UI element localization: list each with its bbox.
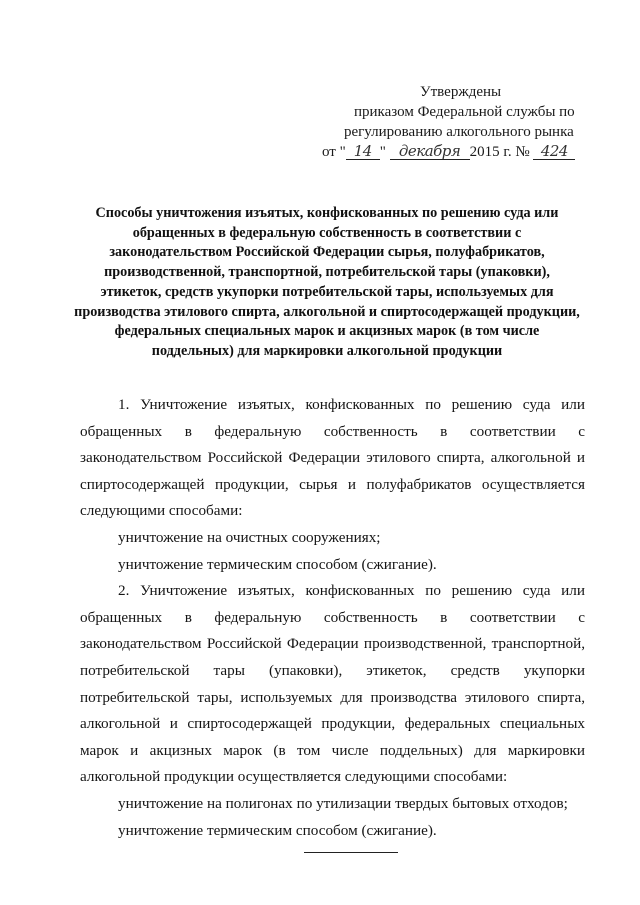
handwritten-day: 14: [346, 143, 380, 160]
date-quote-close: ": [379, 144, 386, 160]
approval-heading: Утверждены: [420, 84, 502, 100]
approval-order-line: приказом Федеральной службы по: [354, 104, 575, 120]
document-title: Способы уничтожения изъятых, конфискованных по решению суда или обращенных в федеральную собственность в соответствии с законодательством Российской Федерации сырья, полуфабрикатов, производственной, транспортной, потребительской тары (упаковки), этикеток, средств укупорки потребительской тары, используемых для производства этилового спирта, алкогольной и спиртосодержащей продукции, федеральных специальных марок и акцизных марок (в том числе поддельных) для маркировки алкогольной продукции: [74, 205, 580, 359]
document-body: [80, 392, 585, 844]
section-2-text: 2. Уничтожение изъятых, конфискованных по решению суда или обращенных в федеральную собственность в соответствии с законодательством Российской Федерации производственной, транспортной, потребительской тары (упаковки), этикеток, средств укупорки потребительской тары, используемых для производства этилового спирта, алкогольной и спиртосодержащей продукции, федеральных специальных марок и акцизных марок (в том числе поддельных) для маркировки алкогольной продукции осуществляется следующими способами:: [80, 582, 585, 786]
date-prefix: от ": [322, 144, 346, 160]
handwritten-month: декабря: [390, 143, 470, 160]
approval-block: [322, 82, 592, 162]
section-2-item-1: уничтожение на полигонах по утилизации твердых бытовых отходов;: [118, 794, 568, 812]
approval-date-line: [322, 142, 592, 162]
section-1-item-1: уничтожение на очистных сооружениях;: [118, 528, 381, 546]
section-2-item-2: уничтожение термическим способом (сжигание).: [118, 821, 437, 839]
handwritten-order-number: 424: [533, 143, 575, 160]
end-divider: [304, 852, 398, 853]
order-year-number-label: 2015 г. №: [469, 144, 530, 160]
section-1-item-2: уничтожение термическим способом (сжигание).: [118, 555, 437, 573]
section-1-text: 1. Уничтожение изъятых, конфискованных по решению суда или обращенных в федеральную собственность в соответствии с законодательством Российской Федерации этилового спирта, алкогольной и спиртосодержащей продукции, сырья и полуфабрикатов осуществляется следующими способами:: [80, 396, 585, 520]
approval-agency-line: регулированию алкогольного рынка: [344, 124, 574, 140]
